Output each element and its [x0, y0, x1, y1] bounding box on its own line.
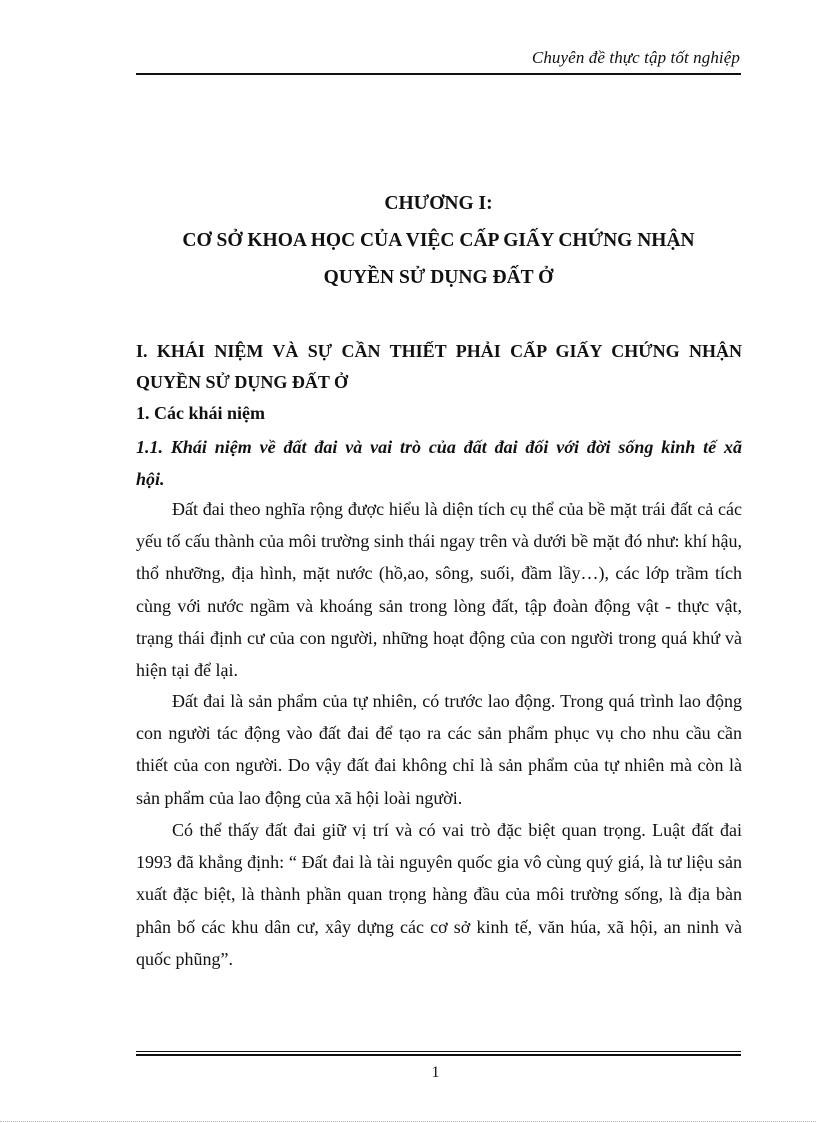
paragraph-3: Có thể thấy đất đai giữ vị trí và có vai trò đặc biệt quan trọng. Luật đất đai 1993 đã khẳng định: “ Đất đai là tài nguyên quốc gia vô cùng quý giá, là tư liệu sản xuất đặc biệt, là thành phần quan trọng hàng đầu của môi trường sống, là địa bàn phân bố các khu dân cư, xây dựng các cơ sở kinh tế, văn húa, xã hội, an ninh và quốc phũng”. [136, 820, 742, 969]
footer-rule-thin [136, 1051, 741, 1052]
page-boundary [0, 1121, 816, 1122]
subsubheading-line-2: hội. [136, 469, 165, 489]
chapter-label: CHƯƠNG I: [384, 193, 493, 214]
chapter-title-line-1: CƠ SỞ KHOA HỌC CỦA VIỆC CẤP GIẤY CHỨNG NHẬN [182, 230, 695, 251]
section-heading-line-2: QUYỀN SỬ DỤNG ĐẤT Ở [136, 372, 349, 392]
chapter-title-line-2: QUYỀN SỬ DỤNG ĐẤT Ở [323, 267, 554, 288]
subheading: 1. Các khái niệm [136, 403, 266, 423]
header-rule [136, 73, 741, 75]
section-heading-line-1: I. KHÁI NIỆM VÀ SỰ CẦN THIẾT PHẢI CẤP GIẤY CHỨNG NHẬN [136, 341, 742, 361]
paragraph-1: Đất đai theo nghĩa rộng được hiểu là diện tích cụ thể của bề mặt trái đất cả các yếu tố cấu thành của môi trường sinh thái ngay trên và dưới bề mặt đó như: khí hậu, thổ nhưỡng, địa hình, mặt nước (hồ,ao, sông, suối, đầm lầy…), các lớp trầm tích cùng với nước ngầm và khoáng sản trong lòng đất, tập đoàn động vật - thực vật, trạng thái định cư của con người, những hoạt động của con người trong quá khứ và hiện tại để lại. [136, 499, 742, 681]
paragraph-2: Đất đai là sản phẩm của tự nhiên, có trước lao động. Trong quá trình lao động con người tác động vào đất đai để tạo ra các sản phẩm phục vụ cho nhu cầu cần thiết của con người. Do vậy đất đai không chỉ là sản phẩm của tự nhiên mà còn là sản phẩm của lao động của xã hội loài người. [136, 691, 742, 808]
subsubheading-line-1: 1.1. Khái niệm về đất đai và vai trò của đất đai đối với đời sống kinh tế xã [136, 437, 742, 457]
page-number: 1 [431, 1064, 440, 1081]
running-header: Chuyên đề thực tập tốt nghiệp [531, 48, 740, 67]
footer-rule-thick [136, 1054, 741, 1056]
